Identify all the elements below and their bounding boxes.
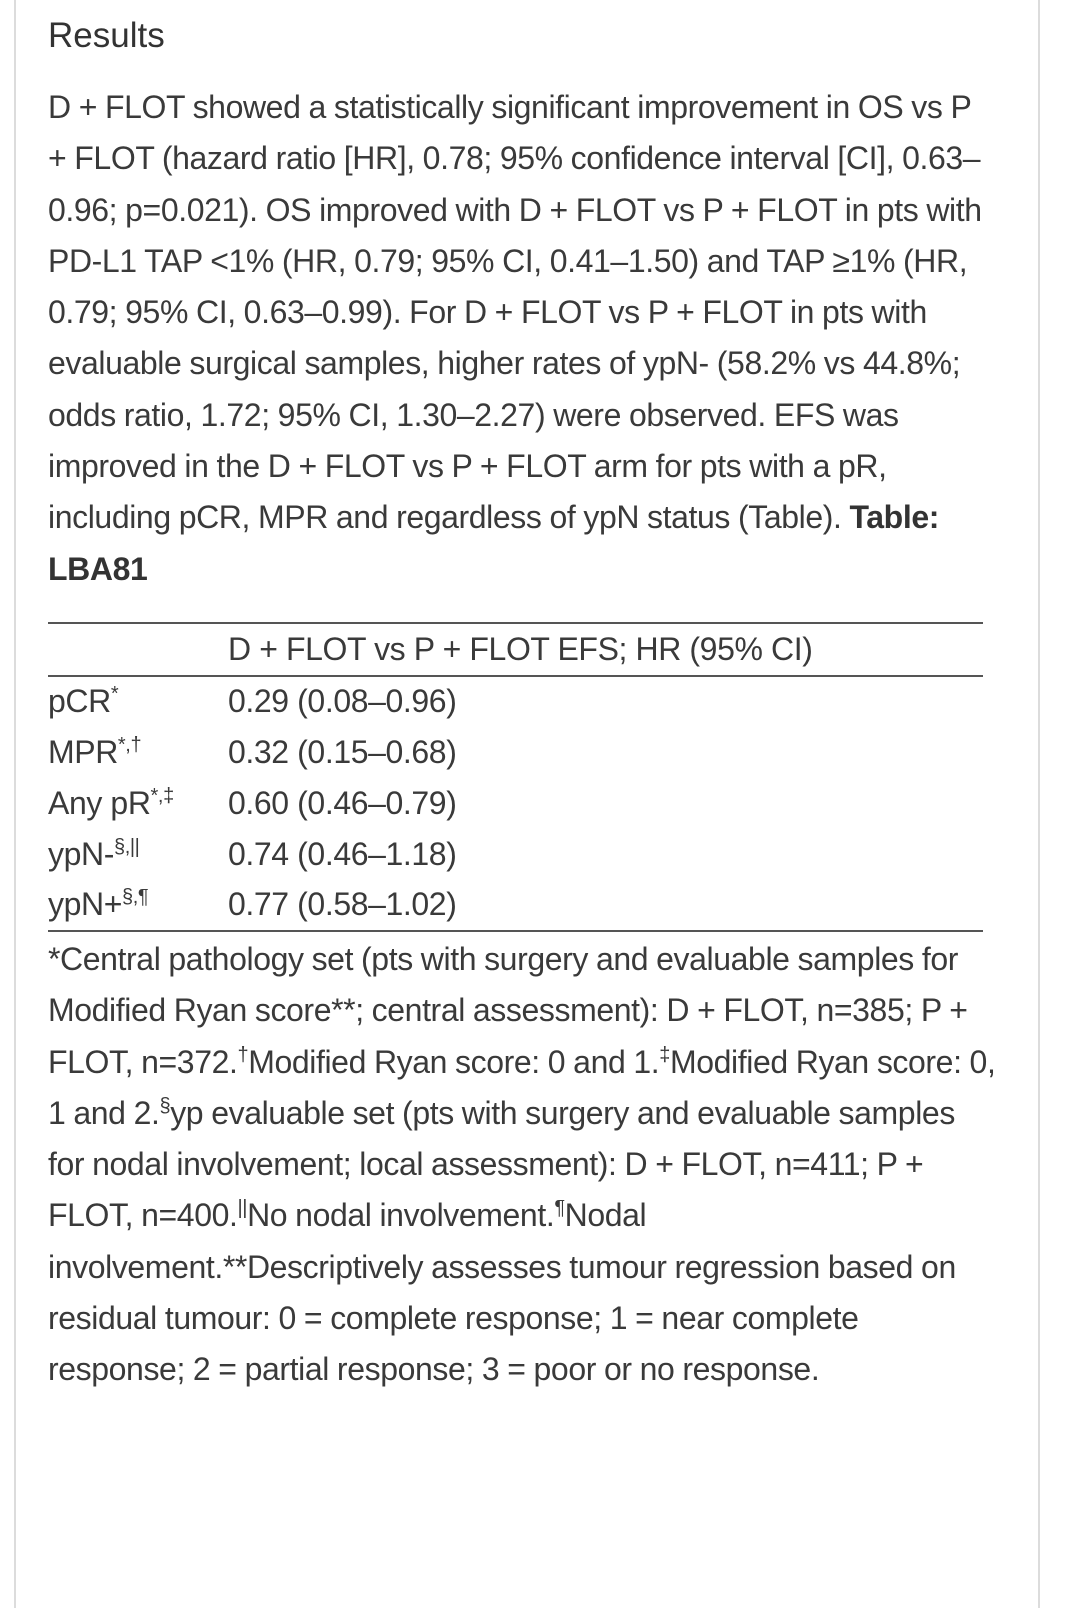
row-value: 0.32 (0.15–0.68) (228, 733, 457, 770)
results-paragraph (48, 82, 996, 595)
table-row (48, 829, 983, 880)
table-reference: Table: LBA81 (48, 499, 939, 587)
row-value: 0.77 (0.58–1.02) (228, 886, 457, 923)
table-header-row (48, 623, 983, 676)
row-label: pCR* (48, 683, 119, 720)
table-column-header: D + FLOT vs P + FLOT EFS; HR (95% CI) (228, 630, 813, 667)
results-section (48, 0, 996, 1396)
row-label: MPR*,† (48, 733, 142, 770)
row-label: ypN+§,¶ (48, 886, 149, 923)
row-value: 0.74 (0.46–1.18) (228, 835, 457, 872)
page-container (14, 0, 1040, 1608)
results-text: D + FLOT showed a statistically significant improvement in OS vs P + FLOT (hazard ratio [HR], 0.78; 95% confidence interval [CI], 0.63–0.96; p=0.021). OS improved with D + FLOT vs P + FLOT in pts with PD-L1 TAP <1% (HR, 0.79; 95% CI, 0.41–1.50) and TAP ≥1% (HR, 0.79; 95% CI, 0.63–0.99). For D + FLOT vs P + FLOT in pts with evaluable surgical samples, higher rates of ypN- (58.2% vs 44.8%; odds ratio, 1.72; 95% CI, 1.30–2.27) were observed. EFS was improved in the D + FLOT vs P + FLOT arm for pts with a pR, including pCR, MPR and regardless of ypN status (Table). (48, 89, 982, 536)
table-row (48, 778, 983, 829)
table-row (48, 880, 983, 931)
section-heading: Results (48, 16, 165, 55)
table-footnotes: *Central pathology set (pts with surgery and evaluable samples for Modified Ryan score**; central assessment): D + FLOT, n=385; P + FLOT, n=372.†Modified Ryan score: 0 and 1.‡Modified Ryan score: 0, 1 and 2.§yp evaluable set (pts with surgery and evaluable samples for nodal involvement; local assessment): D + FLOT, n=411; P + FLOT, n=400.||No nodal involvement.¶Nodal involvement.**Descriptively assesses tumour regression based on residual tumour: 0 = complete response; 1 = near complete response; 2 = partial response; 3 = poor or no response. (48, 940, 996, 1388)
table-row (48, 727, 983, 778)
row-label: ypN-§,|| (48, 835, 140, 872)
table-row (48, 676, 983, 727)
table-header-empty (48, 623, 228, 676)
row-value: 0.29 (0.08–0.96) (228, 683, 457, 720)
row-label: Any pR*,‡ (48, 784, 174, 821)
row-value: 0.60 (0.46–0.79) (228, 784, 457, 821)
efs-table (48, 622, 983, 932)
